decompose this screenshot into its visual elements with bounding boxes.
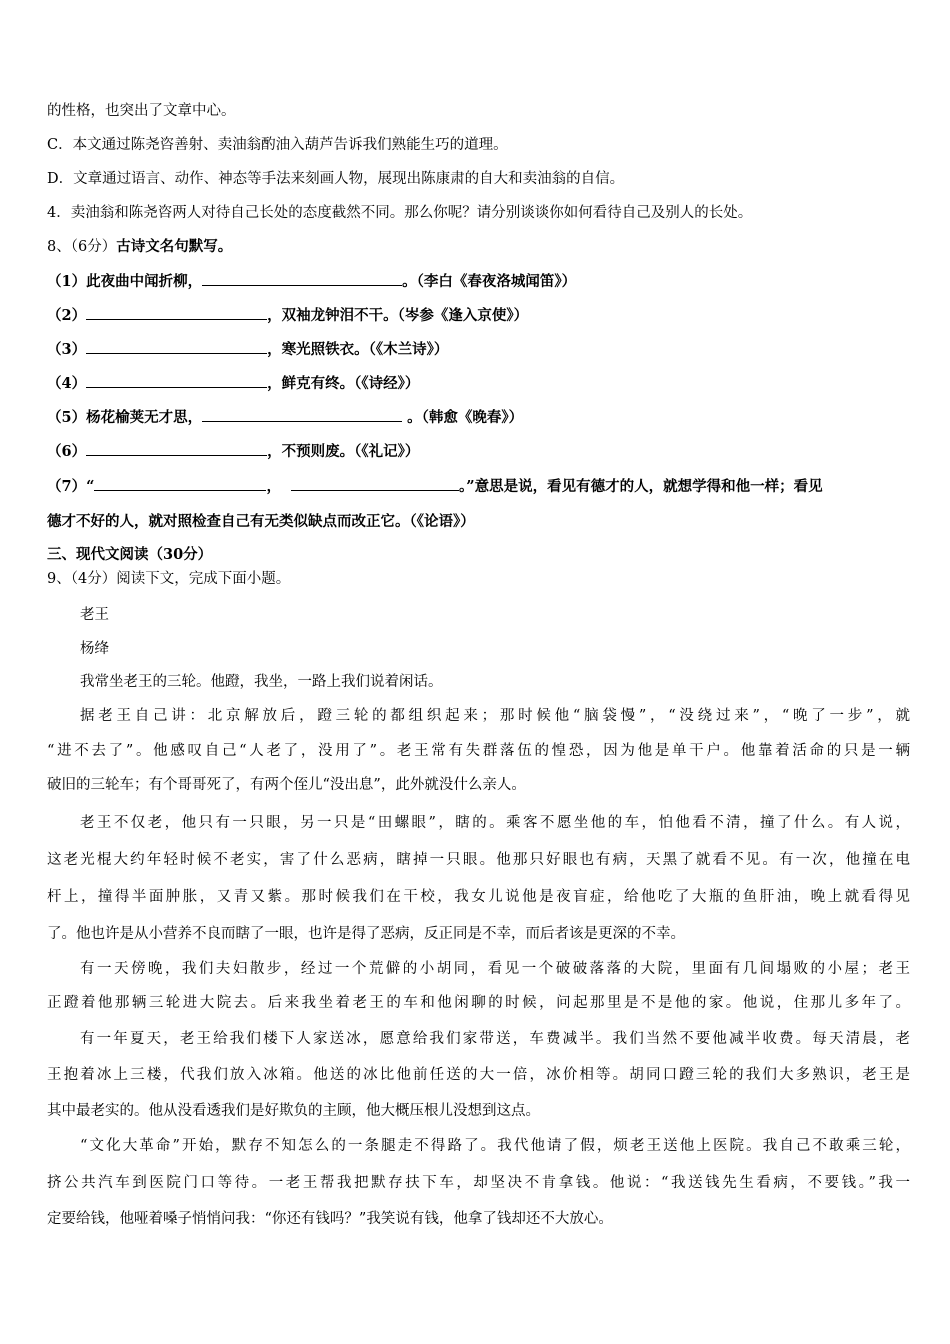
paragraph-line: 这老光棍大约年轻时候不老实，害了什么恶病，瞎掉一只眼。他那只好眼也有病，天黑了就看不见。有一次，他撞在电: [47, 852, 910, 868]
question-9: 9、（4分）阅读下文，完成下面小题。: [47, 571, 291, 587]
paragraph-line: 破旧的三轮车；有个哥哥死了，有两个侄儿“没出息”，此外就没什么亲人。: [47, 777, 526, 793]
dictation-text: （3）: [47, 341, 87, 358]
dictation-text: （4）: [47, 375, 87, 392]
dictation-item-5: [47, 407, 910, 428]
paragraph-line: 老王不仅老，他只有一只眼，另一只是“田螺眼”，瞎的。乘客不愿坐他的车，怕他看不清，撞了什么。有人说，: [80, 815, 910, 831]
section-3-heading: 三、现代文阅读（30分）: [47, 546, 213, 563]
dictation-text: （5）杨花榆荚无才思，: [47, 409, 203, 426]
dictation-text: （6）: [47, 443, 87, 460]
question-8-number: 8、（6分）: [47, 239, 117, 255]
dictation-item-7-cont: 德才不好的人，就对照检查自己有无类似缺点而改正它。（《论语》）: [47, 513, 475, 530]
answer-blank[interactable]: [291, 476, 459, 491]
dictation-item-2: [47, 305, 910, 326]
dictation-source: 。（李白《春夜洛城闻笛》）: [402, 273, 577, 290]
question-4: 4．卖油翁和陈尧咨两人对待自己长处的态度截然不同。那么你呢？请分别谈谈你如何看待自己及别人的长处。: [47, 205, 753, 221]
paragraph-1: 我常坐老王的三轮。他蹬，我坐，一路上我们说着闲话。: [80, 674, 443, 690]
dictation-source: ，不预则废。（《礼记》）: [267, 443, 420, 460]
dictation-item-4: [47, 373, 910, 394]
dictation-text: （7）“: [47, 478, 95, 495]
article-title: 老王: [80, 607, 109, 623]
dictation-item-1: [47, 271, 910, 292]
paragraph-line: 据老王自己讲：北京解放后，蹬三轮的都组织起来；那时候他“脑袋慢”，“没绕过来”，“晚了一步”，就: [80, 708, 910, 724]
answer-blank[interactable]: [86, 441, 267, 456]
dictation-item-3: [47, 339, 910, 360]
answer-blank[interactable]: [202, 407, 402, 422]
dictation-text: （2）: [47, 307, 87, 324]
dictation-source: ，双袖龙钟泪不干。（岑参《逢入京使》）: [267, 307, 529, 324]
dictation-text: 。”意思是说，看见有德才的人，就想学得和他一样；看见: [459, 478, 823, 495]
question-8-title: 古诗文名句默写。: [116, 238, 233, 255]
answer-blank[interactable]: [86, 373, 267, 388]
paragraph-line: 挤公共汽车到医院门口等待。一老王帮我把默存扶下车，却坚决不肯拿钱。他说：“我送钱先生看病，不要钱。”我一: [47, 1175, 910, 1191]
answer-blank[interactable]: [94, 476, 266, 491]
article-author: 杨绛: [80, 641, 109, 657]
answer-blank[interactable]: [86, 339, 267, 354]
paragraph-line: 有一年夏天，老王给我们楼下人家送冰，愿意给我们家带送，车费减半。我们当然不要他减半收费。每天清晨，老: [80, 1031, 910, 1047]
paragraph-line: 定要给钱，他哑着嗓子悄悄问我：“你还有钱吗？”我笑说有钱，他拿了钱却还不大放心。: [47, 1211, 613, 1227]
dictation-text: （1）此夜曲中闻折柳，: [47, 273, 203, 290]
option-d: D．文章通过语言、动作、神态等手法来刻画人物，展现出陈康肃的自大和卖油翁的自信。: [47, 171, 625, 187]
answer-blank[interactable]: [202, 271, 402, 286]
paragraph-line: “进不去了”。他感叹自己“人老了，没用了”。老王常有失群落伍的惶恐，因为他是单干户。他靠着活命的只是一辆: [47, 743, 910, 759]
text-line: 的性格，也突出了文章中心。: [47, 103, 236, 119]
dictation-item-7: [47, 476, 910, 497]
paragraph-line: 其中最老实的。他从没看透我们是好欺负的主顾，他大概压根儿没想到这点。: [47, 1103, 540, 1119]
dictation-source: 。（韩愈《晚春》）: [402, 409, 524, 426]
paragraph-line: “文化大革命”开始，默存不知怎么的一条腿走不得路了。我代他请了假，烦老王送他上医院。我自己不敢乘三轮，: [80, 1138, 910, 1154]
paragraph-line: 王抱着冰上三楼，代我们放入冰箱。他送的冰比他前任送的大一倍，冰价相等。胡同口蹬三轮的我们大多熟识，老王是: [47, 1067, 910, 1083]
question-8-heading: [47, 237, 910, 257]
dictation-source: ，鲜克有终。（《诗经》）: [267, 375, 420, 392]
paragraph-line: 了。他也许是从小营养不良而瞎了一眼，也许是得了恶病，反正同是不幸，而后者该是更深的不幸。: [47, 926, 685, 942]
option-c: C．本文通过陈尧咨善射、卖油翁酌油入葫芦告诉我们熟能生巧的道理。: [47, 137, 508, 153]
paragraph-line: 正蹬着他那辆三轮进大院去。后来我坐着老王的车和他闲聊的时候，问起那里是不是他的家。他说，住那儿多年了。: [47, 995, 910, 1011]
paragraph-line: 有一天傍晚，我们夫妇散步，经过一个荒僻的小胡同，看见一个破破落落的大院，里面有几间塌败的小屋；老王: [80, 961, 910, 977]
dictation-item-6: [47, 441, 910, 462]
paragraph-line: 杆上，撞得半面肿胀，又青又紫。那时候我们在干校，我女儿说他是夜盲症，给他吃了大瓶的鱼肝油，晚上就看得见: [47, 889, 910, 905]
dictation-source: ，寒光照铁衣。（《木兰诗》）: [267, 341, 449, 358]
dictation-text: ，: [266, 478, 281, 495]
answer-blank[interactable]: [86, 305, 267, 320]
